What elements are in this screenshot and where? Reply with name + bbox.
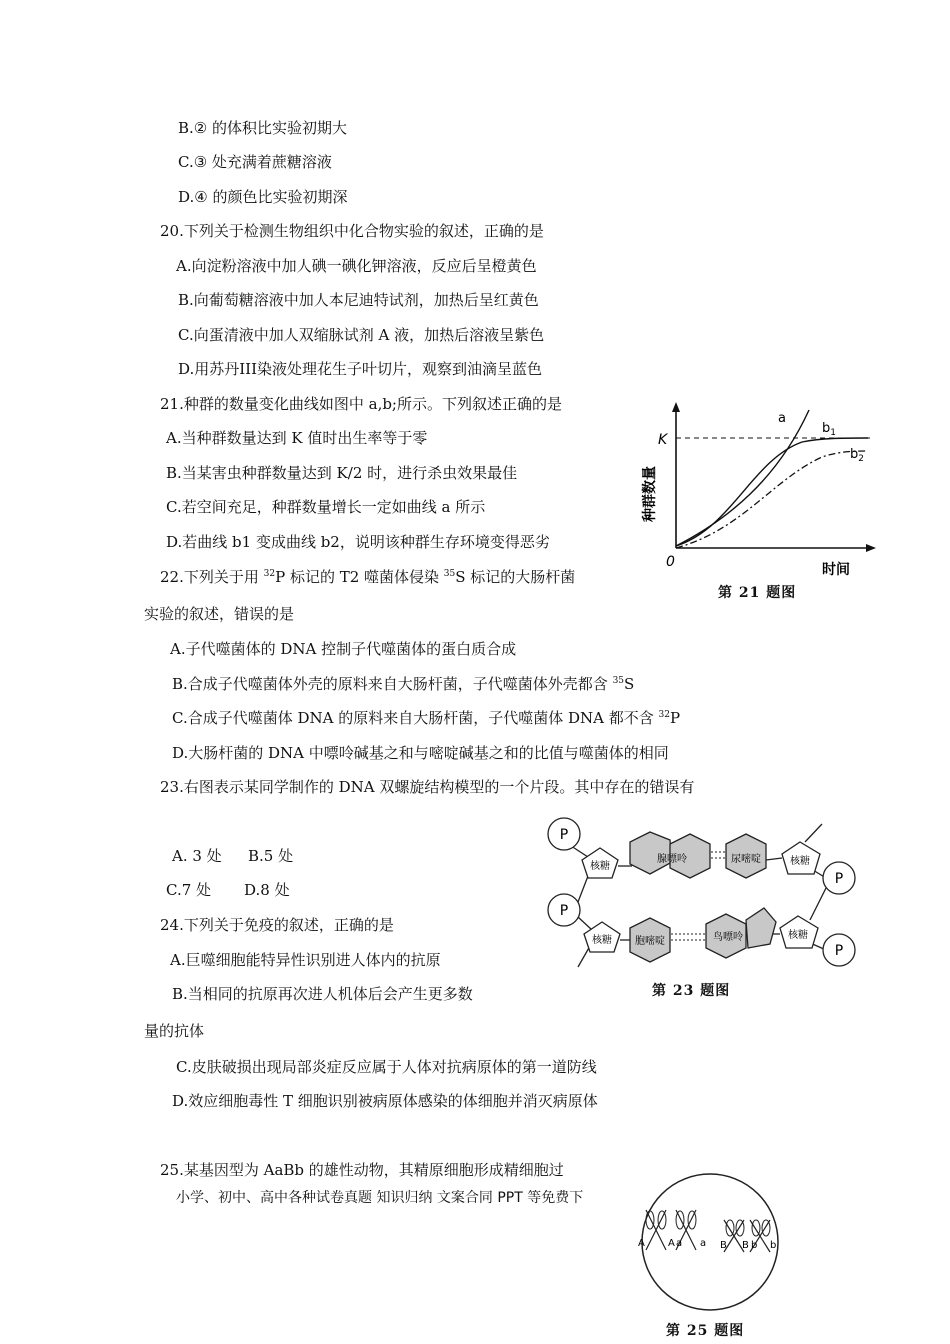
q22-option-d: D.大肠杆菌的 DNA 中嘌呤碱基之和与嘧啶碱基之和的比值与噬菌体的相同 (172, 744, 669, 762)
bond-line (578, 946, 590, 967)
q22-sup-32: 32 (263, 569, 276, 579)
p-label: P (834, 871, 844, 887)
q23-option-b: B.5 处 (248, 847, 294, 865)
q20-option-d: D.用苏丹III染液处理花生子叶切片，观察到油滴呈蓝色 (178, 360, 543, 378)
q24-stem: 24.下列关于免疫的叙述，正确的是 (160, 916, 394, 934)
bond-line (810, 888, 826, 920)
x-axis-label: 时间 (822, 562, 850, 578)
q22-c-text: C.合成子代噬菌体 DNA 的原料来自大肠杆菌，子代噬菌体 DNA 都不含 (172, 709, 659, 727)
gene-label: a (700, 1238, 707, 1249)
gene-label: B (742, 1240, 749, 1251)
q22-b-sup: 35 (612, 676, 625, 686)
q22-stem (160, 567, 575, 587)
q20-option-b: B.向葡萄糖溶液中加人本尼迪特试剂，加热后呈红黄色 (178, 291, 539, 309)
y-axis-label: 种群数量 (642, 466, 658, 522)
q21-stem: 21.种群的数量变化曲线如图中 a,b;所示。下列叙述正确的是 (160, 395, 562, 413)
q22-b-text: B.合成子代噬菌体外壳的原料来自大肠杆菌，子代噬菌体外壳都含 (172, 675, 613, 693)
footer-ad-text: 小学、初中、高中各种试卷真题 知识归纳 文案合同 PPT 等免费下 (176, 1190, 584, 1206)
q19-option-d: D.④ 的颜色比实验初期深 (178, 188, 348, 206)
gene-label: a (676, 1238, 683, 1249)
curve-b2-letter: b (850, 447, 859, 462)
y-axis-arrow (672, 402, 680, 412)
q20-option-a: A.向淀粉溶液中加人碘一碘化钾溶液，反应后呈橙黄色 (176, 257, 537, 275)
cytosine-label: 胞嘧啶 (635, 936, 665, 947)
q21-figure (632, 400, 882, 580)
ribose-label: 核糖 (590, 861, 610, 872)
q20-option-c: C.向蛋清液中加人双缩脉试剂 A 液，加热后溶液呈紫色 (178, 326, 545, 344)
curve-b1-sub: 1 (830, 428, 836, 438)
ribose-label: 核糖 (592, 935, 612, 946)
q21-option-c: C.若空间充足，种群数量增长一定如曲线 a 所示 (166, 498, 486, 516)
q22-b-post: S (624, 675, 635, 693)
x-axis-arrow (866, 544, 876, 552)
q22-c-sup: 32 (658, 710, 670, 720)
gene-label: A (668, 1238, 675, 1249)
bond-line (805, 824, 822, 842)
curve-b2-sub: 2 (858, 454, 864, 464)
q24-option-b: B.当相同的抗原再次进人机体后会产生更多数 (172, 985, 473, 1003)
q21-option-a: A.当种群数量达到 K 值时出生率等于零 (166, 429, 428, 447)
purine-pentagon (746, 908, 776, 948)
q22-stem-line2: 实验的叙述，错误的是 (144, 605, 295, 623)
curve-b1-label (822, 421, 836, 438)
q21-option-b: B.当某害虫种群数量达到 K/2 时，进行杀虫效果最佳 (166, 464, 518, 482)
curve-b1-letter: b (822, 421, 831, 436)
q19-option-c: C.③ 处充满着蔗糖溶液 (178, 153, 332, 171)
q22-c-post: P (669, 709, 681, 727)
p-label: P (834, 943, 844, 959)
q22-stem-mid: P 标记的 T2 噬菌体侵染 (275, 568, 444, 586)
q21-caption: 第 21 题图 (718, 585, 797, 601)
origin-label: 0 (666, 554, 675, 570)
q22-sup-35: 35 (443, 569, 456, 579)
curve-a (676, 410, 809, 546)
q25-caption: 第 25 题图 (666, 1323, 745, 1339)
bond-line (766, 858, 782, 860)
q23-option-d: D.8 处 (244, 881, 290, 899)
q25-stem: 25.某基因型为 AaBb 的雄性动物，其精原细胞形成精细胞过 (160, 1161, 564, 1179)
gene-label: A (638, 1238, 645, 1249)
k-label: K (658, 432, 668, 448)
p-label: P (559, 827, 569, 843)
p-label: P (559, 903, 569, 919)
guanine-label: 鸟嘌呤 (713, 932, 743, 943)
purine-pentagon (630, 832, 672, 874)
curve-b2 (676, 451, 868, 548)
q20-stem: 20.下列关于检测生物组织中化合物实验的叙述，正确的是 (160, 222, 544, 240)
q25-figure (632, 1170, 792, 1320)
q22-option-b (172, 674, 634, 694)
ribose-label: 核糖 (790, 856, 810, 867)
ribose-label: 核糖 (788, 930, 808, 941)
q23-figure (540, 812, 870, 974)
q24-option-a: A.巨噬细胞能特异性识别进人体内的抗原 (170, 951, 441, 969)
q22-option-c (172, 708, 680, 728)
bond-line (578, 876, 588, 902)
q19-option-b: B.② 的体积比实验初期大 (178, 119, 348, 137)
adenine-label: 腺嘌呤 (657, 854, 687, 865)
q22-stem-post: S 标记的大肠杆菌 (455, 568, 576, 586)
bond-line (578, 917, 592, 930)
q22-stem-pre: 22.下列关于用 (160, 568, 264, 586)
q21-option-d: D.若曲线 b1 变成曲线 b2，说明该种群生存环境变得恶劣 (166, 533, 550, 551)
gene-label: b (751, 1240, 758, 1251)
q23-option-a: A. 3 处 (172, 847, 222, 865)
q23-caption: 第 23 题图 (652, 983, 731, 999)
q24-option-d: D.效应细胞毒性 T 细胞识别被病原体感染的体细胞并消灭病原体 (172, 1092, 598, 1110)
curve-b2-label (850, 447, 864, 464)
curve-a-label: a (778, 411, 786, 426)
gene-label: b (770, 1240, 777, 1251)
q24-option-b-cont: 量的抗体 (144, 1022, 205, 1040)
gene-label: B (720, 1240, 727, 1251)
q23-option-c: C.7 处 (166, 881, 212, 899)
uracil-label: 尿嘧啶 (731, 854, 761, 865)
q24-option-c: C.皮肤破损出现局部炎症反应属于人体对抗病原体的第一道防线 (176, 1058, 597, 1076)
q23-stem: 23.右图表示某同学制作的 DNA 双螺旋结构模型的一个片段。其中存在的错误有 (160, 778, 695, 796)
q22-option-a: A.子代噬菌体的 DNA 控制子代噬菌体的蛋白质合成 (170, 640, 517, 658)
